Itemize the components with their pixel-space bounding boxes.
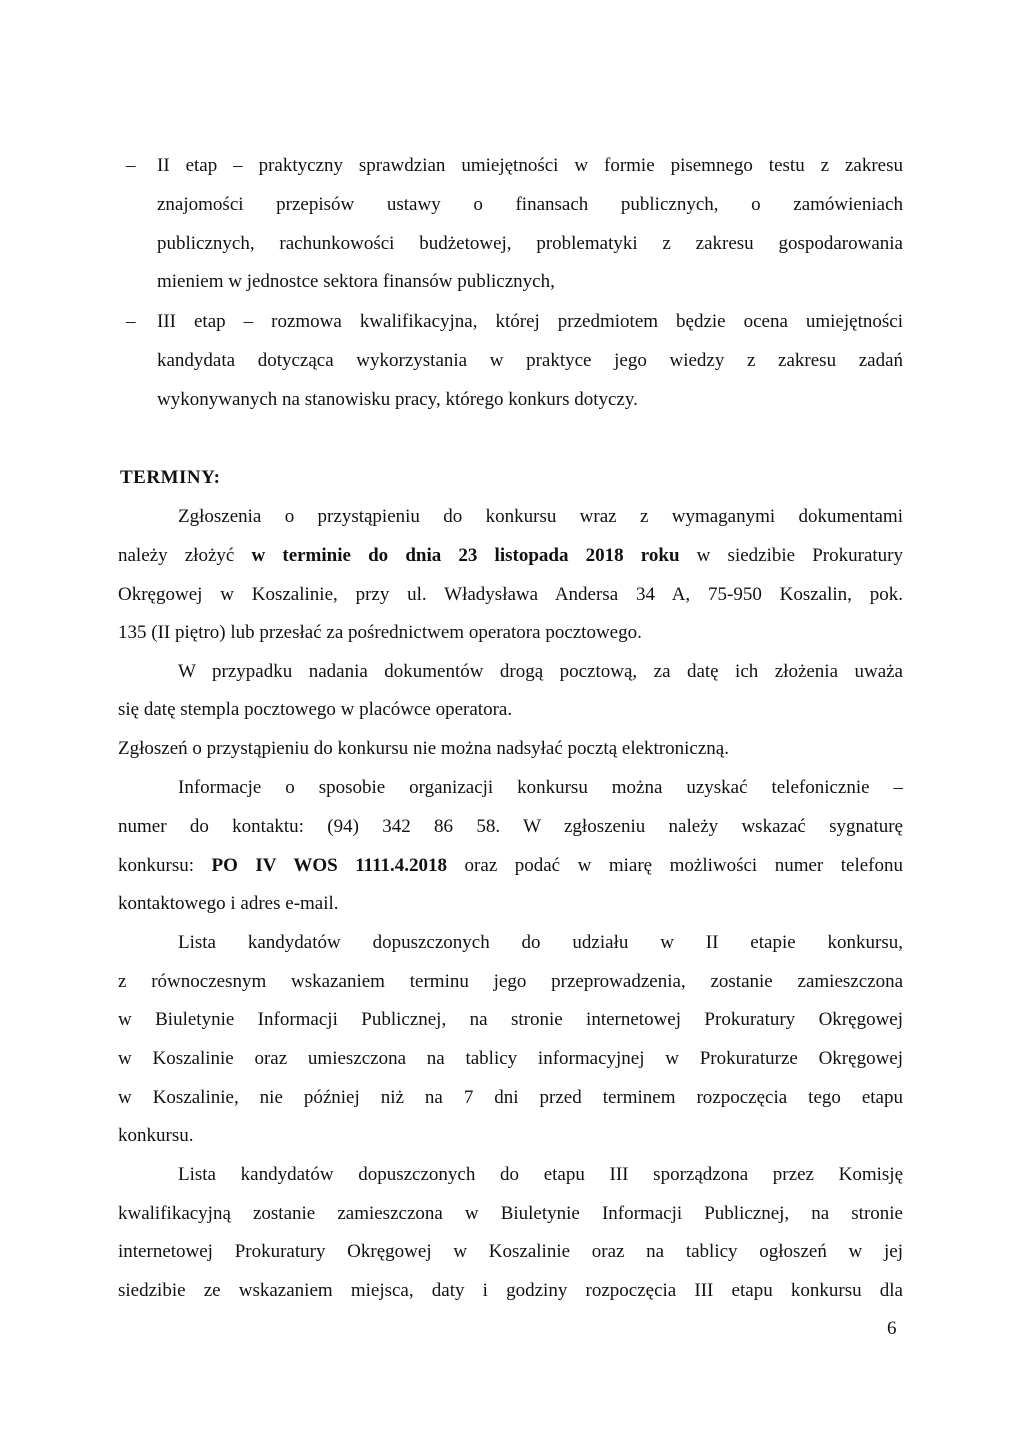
terms-p6-line-3: internetowej Prokuratury Okręgowej w Koszalinie oraz na tablicy ogłoszeń w jej (118, 1241, 903, 1262)
terms-p5-line-3: w Biuletynie Informacji Publicznej, na stronie internetowej Prokuratury Okręgowej (118, 1009, 903, 1030)
terms-p5-line-2: z równoczesnym wskazaniem terminu jego przeprowadzenia, zostanie zamieszczona (118, 971, 903, 992)
terms-p3-line-1: Zgłoszeń o przystąpieniu do konkursu nie można nadsyłać pocztą elektroniczną. (118, 738, 729, 759)
text-span: konkursu: (118, 855, 212, 876)
page-number: 6 (887, 1318, 897, 1339)
stage-three-line-1: III etap – rozmowa kwalifikacyjna, której przedmiotem będzie ocena umiejętności (157, 311, 903, 332)
terms-p2-line-2: się datę stempla pocztowego w placówce operatora. (118, 699, 513, 720)
stage-two-line-4: mieniem w jednostce sektora finansów publicznych, (157, 271, 555, 292)
terms-p4-line-3 (118, 854, 903, 878)
stage-two-line-1: II etap – praktyczny sprawdzian umiejętności w formie pisemnego testu z zakresu (157, 155, 903, 176)
terms-p1-line-2 (118, 544, 903, 568)
stage-two-line-2: znajomości przepisów ustawy o finansach publicznych, o zamówieniach (157, 194, 903, 215)
deadline-bold: w terminie do dnia 23 listopada 2018 roku (251, 545, 680, 566)
text-span: należy złożyć (118, 545, 252, 566)
terms-heading: TERMINY: (120, 467, 221, 488)
terms-p2-line-1: W przypadku nadania dokumentów drogą pocztową, za datę ich złożenia uważa (178, 661, 903, 682)
stage-three-line-3: wykonywanych na stanowisku pracy, którego konkurs dotyczy. (157, 389, 638, 410)
terms-p4-line-2: numer do kontaktu: (94) 342 86 58. W zgłoszeniu należy wskazać sygnaturę (118, 816, 903, 837)
terms-p5-line-4: w Koszalinie oraz umieszczona na tablicy informacyjnej w Prokuraturze Okręgowej (118, 1048, 903, 1069)
text-span: w siedzibie Prokuratury (679, 545, 904, 566)
list-dash: – (126, 155, 136, 176)
terms-p1-line-4: 135 (II piętro) lub przesłać za pośrednictwem operatora pocztowego. (118, 622, 642, 643)
terms-p5-line-1: Lista kandydatów dopuszczonych do udziału w II etapie konkursu, (178, 932, 903, 953)
terms-p4-line-1: Informacje o sposobie organizacji konkursu można uzyskać telefonicznie – (178, 777, 903, 798)
terms-p1-line-3: Okręgowej w Koszalinie, przy ul. Władysława Andersa 34 A, 75-950 Koszalin, pok. (118, 584, 903, 605)
signature-bold: PO IV WOS 1111.4.2018 (211, 855, 448, 876)
terms-p5-line-6: konkursu. (118, 1125, 194, 1146)
terms-p5-line-5: w Koszalinie, nie później niż na 7 dni przed terminem rozpoczęcia tego etapu (118, 1087, 903, 1108)
text-span: oraz podać w miarę możliwości numer telefonu (447, 855, 904, 876)
terms-p6-line-1: Lista kandydatów dopuszczonych do etapu III sporządzona przez Komisję (178, 1164, 903, 1185)
terms-p6-line-2: kwalifikacyjną zostanie zamieszczona w Biuletynie Informacji Publicznej, na stronie (118, 1203, 903, 1224)
stage-two-line-3: publicznych, rachunkowości budżetowej, problematyki z zakresu gospodarowania (157, 233, 903, 254)
stage-three-line-2: kandydata dotycząca wykorzystania w praktyce jego wiedzy z zakresu zadań (157, 350, 903, 371)
list-dash: – (126, 311, 136, 332)
terms-p4-line-4: kontaktowego i adres e-mail. (118, 893, 339, 914)
terms-p1-line-1: Zgłoszenia o przystąpieniu do konkursu wraz z wymaganymi dokumentami (178, 506, 903, 527)
terms-p6-line-4: siedzibie ze wskazaniem miejsca, daty i godziny rozpoczęcia III etapu konkursu dla (118, 1280, 903, 1301)
